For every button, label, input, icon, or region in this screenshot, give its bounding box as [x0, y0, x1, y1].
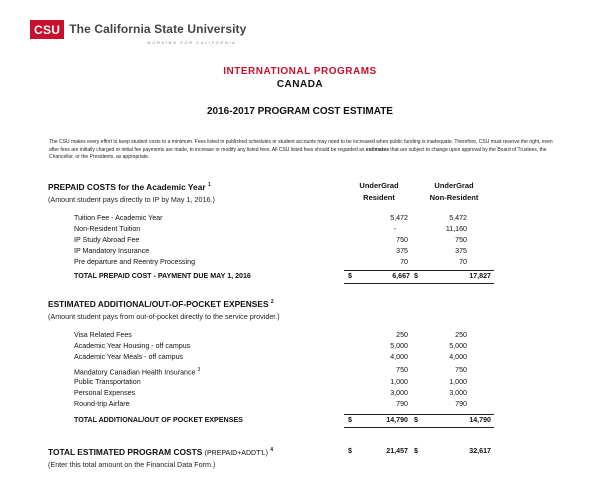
- csu-logo-tagline: WORKING FOR CALIFORNIA: [147, 40, 237, 45]
- cost-item-resident: 790: [396, 400, 408, 408]
- cost-item-resident: 5,000: [390, 342, 408, 350]
- prepaid-total-nonresident: 17,827: [469, 272, 491, 280]
- currency-symbol: $: [348, 447, 352, 455]
- prepaid-total-underline-nonresident: [414, 283, 494, 284]
- additional-total-rule-nonresident: [414, 414, 494, 415]
- cost-item-resident: 750: [396, 366, 408, 374]
- cost-item-resident: 70: [400, 258, 408, 266]
- cost-item-resident: 750: [396, 236, 408, 244]
- cost-item-label: Public Transportation: [74, 378, 141, 386]
- currency-symbol: $: [414, 416, 418, 424]
- cost-item-nonresident: 70: [459, 258, 467, 266]
- cost-item-resident: 3,000: [390, 389, 408, 397]
- cost-item-resident: 375: [396, 247, 408, 255]
- grand-total-label: TOTAL ESTIMATED PROGRAM COSTS (PREPAID+ADDT'L) $^4$: [48, 447, 274, 457]
- prepaid-total-rule-resident: [344, 270, 414, 271]
- additional-total-resident: 14,790: [386, 416, 408, 424]
- additional-total-nonresident: 14,790: [469, 416, 491, 424]
- grand-total-note: (Enter this total amount on the Financial Data Form.): [48, 460, 216, 469]
- country-title: CANADA: [276, 79, 324, 90]
- cost-item-label: Academic Year Meals - off campus: [74, 353, 184, 361]
- csu-logo: [30, 18, 246, 40]
- additional-note: (Amount student pays from out-of-pocket directly to the service provider.): [48, 312, 280, 321]
- additional-total-underline-resident: [344, 427, 414, 428]
- prepaid-total-rule-nonresident: [414, 270, 494, 271]
- additional-heading: ESTIMATED ADDITIONAL/OUT-OF-POCKET EXPENSES $^2$: [48, 299, 274, 309]
- currency-symbol: $: [414, 272, 418, 280]
- cost-item-nonresident: 750: [455, 366, 467, 374]
- prepaid-total-resident: 6,667: [392, 272, 410, 280]
- cost-item-nonresident: 11,160: [445, 225, 467, 233]
- cost-item-label: IP Study Abroad Fee: [74, 236, 140, 244]
- cost-item-label: Tuition Fee - Academic Year: [74, 214, 163, 222]
- csu-logo-mark: CSU: [30, 20, 64, 39]
- cost-item-nonresident: 5,000: [449, 342, 467, 350]
- cost-item-label: Round-trip Airfare: [74, 400, 130, 408]
- cost-item-label: Personal Expenses: [74, 389, 136, 397]
- document-subtitle: 2016-2017 PROGRAM COST ESTIMATE: [207, 106, 393, 117]
- cost-item-resident: 4,000: [390, 353, 408, 361]
- cost-item-nonresident: 4,000: [449, 353, 467, 361]
- column-header-nonresident: UnderGrad Non-Resident: [429, 181, 479, 202]
- cost-item-resident: 1,000: [390, 378, 408, 386]
- cost-item-nonresident: 375: [455, 247, 467, 255]
- grand-total-nonresident: 32,617: [469, 447, 491, 455]
- cost-item-nonresident: 3,000: [449, 389, 467, 397]
- cost-item-label: Pre departure and Reentry Processing: [74, 258, 196, 266]
- cost-item-label: IP Mandatory Insurance: [74, 247, 150, 255]
- additional-total-underline-nonresident: [414, 427, 494, 428]
- page-title: INTERNATIONAL PROGRAMS: [223, 66, 377, 77]
- csu-logo-name: The California State University: [69, 22, 247, 36]
- cost-item-label: Non-Resident Tuition: [74, 225, 141, 233]
- cost-item-nonresident: 790: [455, 400, 467, 408]
- currency-symbol: $: [348, 416, 352, 424]
- cost-item-nonresident: 1,000: [449, 378, 467, 386]
- grand-total-resident: 21,457: [386, 447, 408, 455]
- prepaid-heading: PREPAID COSTS for the Academic Year $^1$: [48, 182, 211, 192]
- cost-item-nonresident: 5,472: [449, 214, 467, 222]
- cost-item-nonresident: 750: [455, 236, 467, 244]
- cost-item-resident: 250: [396, 331, 408, 339]
- cost-item-nonresident: 250: [455, 331, 467, 339]
- currency-symbol: $: [348, 272, 352, 280]
- prepaid-total-label: TOTAL PREPAID COST - PAYMENT DUE MAY 1, 2016: [74, 272, 251, 280]
- currency-symbol: $: [414, 447, 418, 455]
- cost-item-resident: -: [393, 225, 396, 233]
- cost-item-resident: 5,472: [390, 214, 408, 222]
- cost-item-label: Academic Year Housing - off campus: [74, 342, 191, 350]
- cost-item-label: Visa Related Fees: [74, 331, 132, 339]
- cost-item-label: Mandatory Canadian Health Insurance $^3$: [74, 367, 201, 377]
- prepaid-note: (Amount student pays directly to IP by May 1, 2016.): [48, 195, 215, 204]
- disclaimer-text: The CSU makes every effort to keep student costs to a minimum. Fees listed in published schedules or student accounts may need to be increased when public funding is inadequate. Therefore, CSU must reserve the right, even after fees are initially charged or initial fee payments are made, to increase or modify any listed fees. All CSU listed fees should be regarded as estimates that are subject to change upon approval by the Board of Trustees, the Chancellor, or the Presidents, as appropriate.: [49, 139, 553, 161]
- prepaid-total-underline-resident: [344, 283, 414, 284]
- column-header-resident: UnderGrad Resident: [359, 181, 399, 202]
- additional-total-rule-resident: [344, 414, 414, 415]
- additional-total-label: TOTAL ADDITIONAL/OUT OF POCKET EXPENSES: [74, 416, 243, 424]
